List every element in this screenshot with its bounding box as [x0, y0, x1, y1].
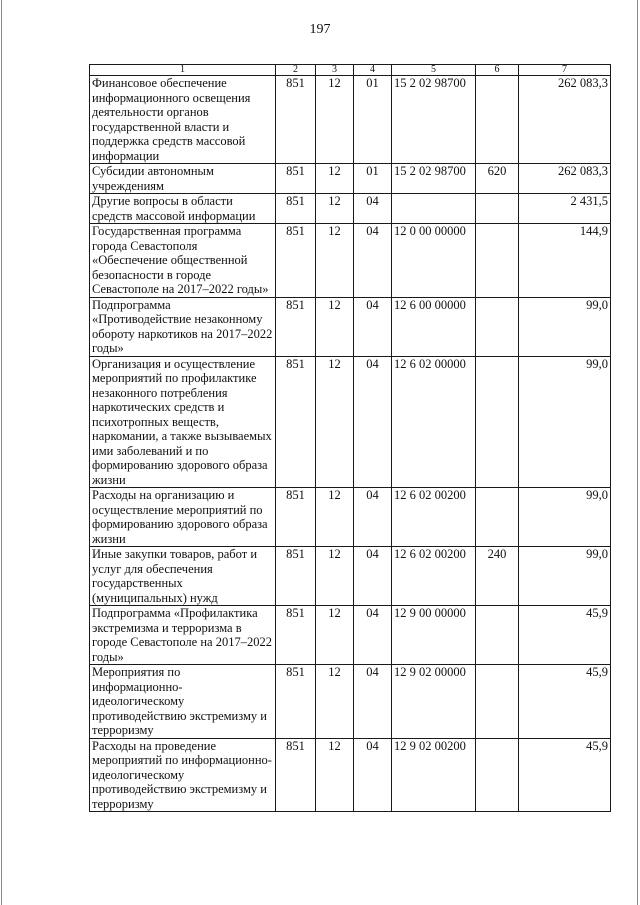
right-margin-line [637, 0, 638, 905]
column-header: 5 [392, 65, 476, 76]
item-name-cell: Иные закупки товаров, работ и услуг для обеспечения государственных (муниципальных) нужд [90, 547, 276, 606]
target-article-cell [392, 194, 476, 224]
column-header: 4 [354, 65, 392, 76]
amount-cell: 262 083,3 [519, 76, 611, 164]
department-code-cell: 851 [276, 224, 316, 298]
item-name-cell: Субсидии автономным учреждениям [90, 164, 276, 194]
table-row [90, 488, 611, 547]
amount-cell: 2 431,5 [519, 194, 611, 224]
table-row [90, 224, 611, 298]
column-header: 6 [476, 65, 519, 76]
subsection-code-cell: 04 [354, 356, 392, 488]
amount-cell: 144,9 [519, 224, 611, 298]
item-name-cell: Организация и осуществление мероприятий по профилактике незаконного потребления наркотических средств и психотропных веществ, наркомании, а также вызываемых ими заболеваний и по формированию здорового образа жизни [90, 356, 276, 488]
expense-type-cell [476, 76, 519, 164]
table-row [90, 665, 611, 739]
item-name-cell: Другие вопросы в области средств массовой информации [90, 194, 276, 224]
amount-cell: 45,9 [519, 738, 611, 812]
table-row [90, 76, 611, 164]
subsection-code-cell: 04 [354, 297, 392, 356]
section-code-cell: 12 [316, 738, 354, 812]
item-name-cell: Расходы на проведение мероприятий по информационно-идеологическому противодействию экстремизму и терроризму [90, 738, 276, 812]
target-article-cell: 12 6 02 00200 [392, 488, 476, 547]
expense-type-cell [476, 665, 519, 739]
expense-type-cell [476, 224, 519, 298]
expense-type-cell [476, 488, 519, 547]
amount-cell: 262 083,3 [519, 164, 611, 194]
amount-cell: 45,9 [519, 606, 611, 665]
target-article-cell: 12 9 00 00000 [392, 606, 476, 665]
subsection-code-cell: 04 [354, 738, 392, 812]
amount-cell: 99,0 [519, 547, 611, 606]
department-code-cell: 851 [276, 164, 316, 194]
expense-type-cell: 620 [476, 164, 519, 194]
amount-cell: 99,0 [519, 488, 611, 547]
target-article-cell: 12 6 02 00200 [392, 547, 476, 606]
subsection-code-cell: 04 [354, 488, 392, 547]
department-code-cell: 851 [276, 356, 316, 488]
department-code-cell: 851 [276, 547, 316, 606]
expense-type-cell [476, 356, 519, 488]
column-header: 7 [519, 65, 611, 76]
table-row [90, 297, 611, 356]
subsection-code-cell: 04 [354, 194, 392, 224]
target-article-cell: 15 2 02 98700 [392, 76, 476, 164]
target-article-cell: 12 6 00 00000 [392, 297, 476, 356]
expense-type-cell [476, 194, 519, 224]
section-code-cell: 12 [316, 76, 354, 164]
section-code-cell: 12 [316, 194, 354, 224]
expense-type-cell [476, 297, 519, 356]
item-name-cell: Подпрограмма «Противодействие незаконному обороту наркотиков на 2017–2022 годы» [90, 297, 276, 356]
amount-cell: 99,0 [519, 297, 611, 356]
section-code-cell: 12 [316, 297, 354, 356]
budget-table [89, 64, 611, 812]
item-name-cell: Подпрограмма «Профилактика экстремизма и терроризма в городе Севастополе на 2017–2022 годы» [90, 606, 276, 665]
item-name-cell: Мероприятия по информационно-идеологическому противодействию экстремизму и терроризму [90, 665, 276, 739]
table-row [90, 194, 611, 224]
expense-type-cell: 240 [476, 547, 519, 606]
department-code-cell: 851 [276, 665, 316, 739]
column-header: 1 [90, 65, 276, 76]
department-code-cell: 851 [276, 738, 316, 812]
expense-type-cell [476, 606, 519, 665]
subsection-code-cell: 04 [354, 665, 392, 739]
subsection-code-cell: 04 [354, 606, 392, 665]
section-code-cell: 12 [316, 665, 354, 739]
subsection-code-cell: 04 [354, 547, 392, 606]
amount-cell: 45,9 [519, 665, 611, 739]
target-article-cell: 12 9 02 00000 [392, 665, 476, 739]
table-row [90, 606, 611, 665]
section-code-cell: 12 [316, 224, 354, 298]
table-row [90, 164, 611, 194]
target-article-cell: 12 0 00 00000 [392, 224, 476, 298]
column-header: 3 [316, 65, 354, 76]
page-number: 197 [309, 22, 331, 37]
subsection-code-cell: 01 [354, 76, 392, 164]
section-code-cell: 12 [316, 356, 354, 488]
table-row [90, 356, 611, 488]
item-name-cell: Расходы на организацию и осуществление мероприятий по формированию здорового образа жизни [90, 488, 276, 547]
target-article-cell: 15 2 02 98700 [392, 164, 476, 194]
department-code-cell: 851 [276, 297, 316, 356]
department-code-cell: 851 [276, 76, 316, 164]
section-code-cell: 12 [316, 606, 354, 665]
expense-type-cell [476, 738, 519, 812]
table-row [90, 547, 611, 606]
target-article-cell: 12 9 02 00200 [392, 738, 476, 812]
item-name-cell: Финансовое обеспечение информационного освещения деятельности органов государственной власти и поддержка средств массовой информации [90, 76, 276, 164]
column-header: 2 [276, 65, 316, 76]
section-code-cell: 12 [316, 547, 354, 606]
table-row [90, 738, 611, 812]
section-code-cell: 12 [316, 488, 354, 547]
item-name-cell: Государственная программа города Севастополя «Обеспечение общественной безопасности в городе Севастополе на 2017–2022 годы» [90, 224, 276, 298]
department-code-cell: 851 [276, 194, 316, 224]
section-code-cell: 12 [316, 164, 354, 194]
department-code-cell: 851 [276, 488, 316, 547]
left-margin-line [1, 0, 2, 905]
header-row [90, 65, 611, 76]
amount-cell: 99,0 [519, 356, 611, 488]
subsection-code-cell: 04 [354, 224, 392, 298]
subsection-code-cell: 01 [354, 164, 392, 194]
target-article-cell: 12 6 02 00000 [392, 356, 476, 488]
department-code-cell: 851 [276, 606, 316, 665]
